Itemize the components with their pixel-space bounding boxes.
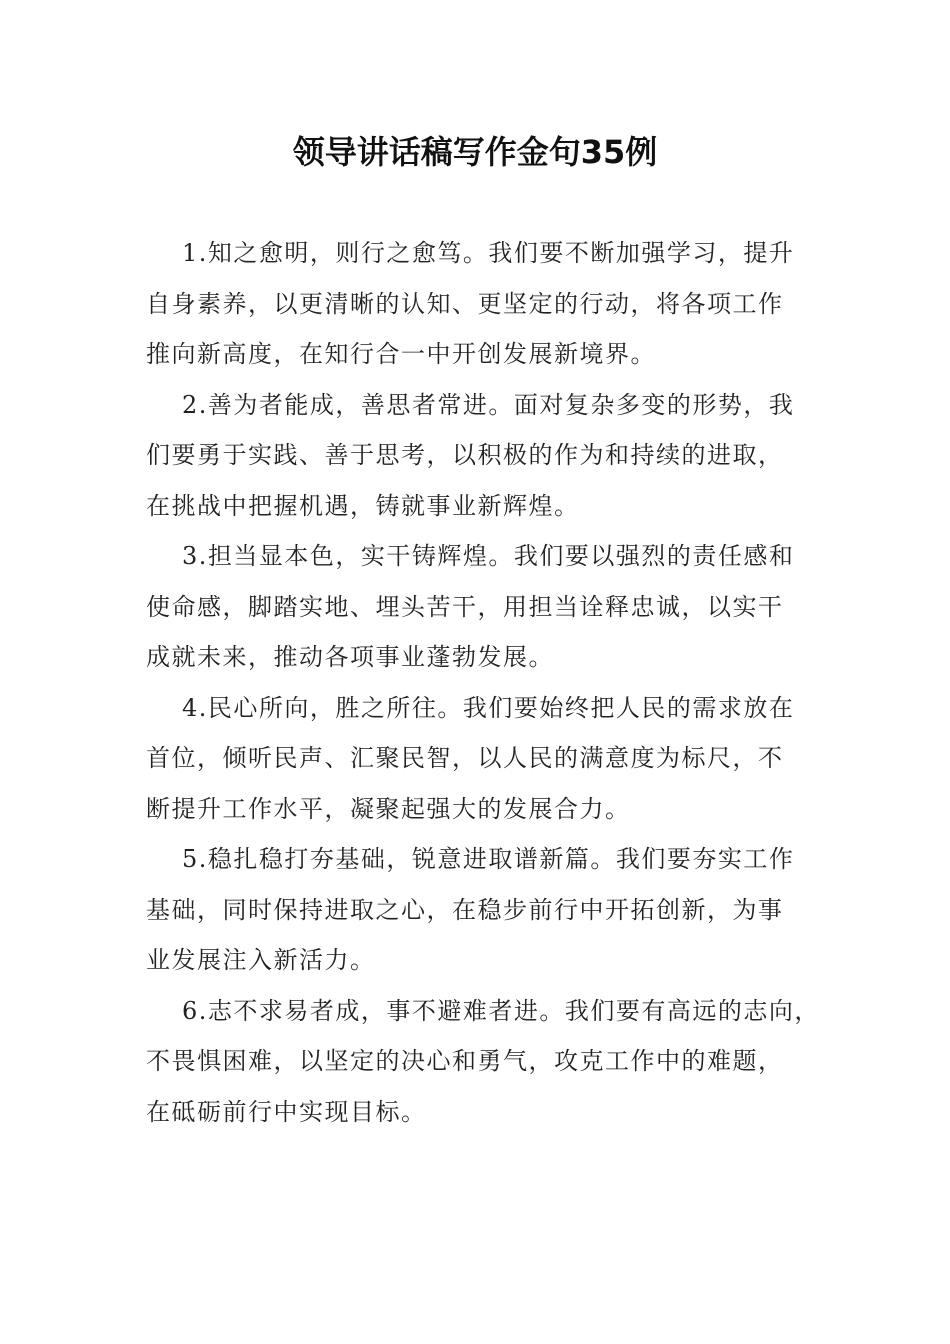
paragraph-4 bbox=[146, 683, 816, 835]
paragraph-line: 基础，同时保持进取之心，在稳步前行中开拓创新，为事 bbox=[146, 895, 784, 924]
paragraph-line: 使命感，脚踏实地、埋头苦干，用担当诠释忠诚，以实干 bbox=[146, 592, 784, 621]
paragraph-line: 2.善为者能成，善思者常进。面对复杂多变的形势，我 bbox=[182, 390, 795, 419]
paragraph-line: 3.担当显本色，实干铸辉煌。我们要以强烈的责任感和 bbox=[182, 542, 795, 570]
paragraph-line: 断提升工作水平，凝聚起强大的发展合力。 bbox=[146, 794, 631, 823]
paragraph-line: 不畏惧困难，以坚定的决心和勇气，攻克工作中的难题， bbox=[146, 1047, 784, 1075]
paragraph-line: 在砥砺前行中实现目标。 bbox=[146, 1097, 427, 1126]
paragraph-line: 业发展注入新活力。 bbox=[146, 946, 376, 974]
paragraph-line: 推向新高度，在知行合一中开创发展新境界。 bbox=[146, 340, 656, 368]
paragraph-line: 4.民心所向，胜之所往。我们要始终把人民的需求放在 bbox=[182, 693, 795, 722]
paragraph-2 bbox=[146, 380, 816, 532]
paragraph-line: 在挑战中把握机遇，铸就事业新辉煌。 bbox=[146, 491, 580, 520]
paragraph-line: 首位，倾听民声、汇聚民智，以人民的满意度为标尺，不 bbox=[146, 744, 784, 772]
document-body bbox=[146, 228, 820, 1137]
paragraph-line: 6.志不求易者成，事不避难者进。我们要有高远的志向， bbox=[182, 996, 820, 1025]
paragraph-5 bbox=[146, 834, 816, 986]
document-title: 领导讲话稿写作金句35例 bbox=[292, 133, 658, 171]
paragraph-6 bbox=[146, 986, 820, 1138]
paragraph-line: 5.稳扎稳打夯基础，锐意进取谱新篇。我们要夯实工作 bbox=[182, 845, 795, 873]
paragraph-1 bbox=[146, 228, 816, 380]
paragraph-3 bbox=[146, 531, 816, 683]
paragraph-line: 们要勇于实践、善于思考，以积极的作为和持续的进取， bbox=[146, 441, 784, 469]
paragraph-line: 成就未来，推动各项事业蓬勃发展。 bbox=[146, 643, 554, 671]
paragraph-line: 1.知之愈明，则行之愈笃。我们要不断加强学习，提升 bbox=[182, 239, 795, 267]
paragraph-line: 自身素养，以更清晰的认知、更坚定的行动，将各项工作 bbox=[146, 289, 784, 318]
